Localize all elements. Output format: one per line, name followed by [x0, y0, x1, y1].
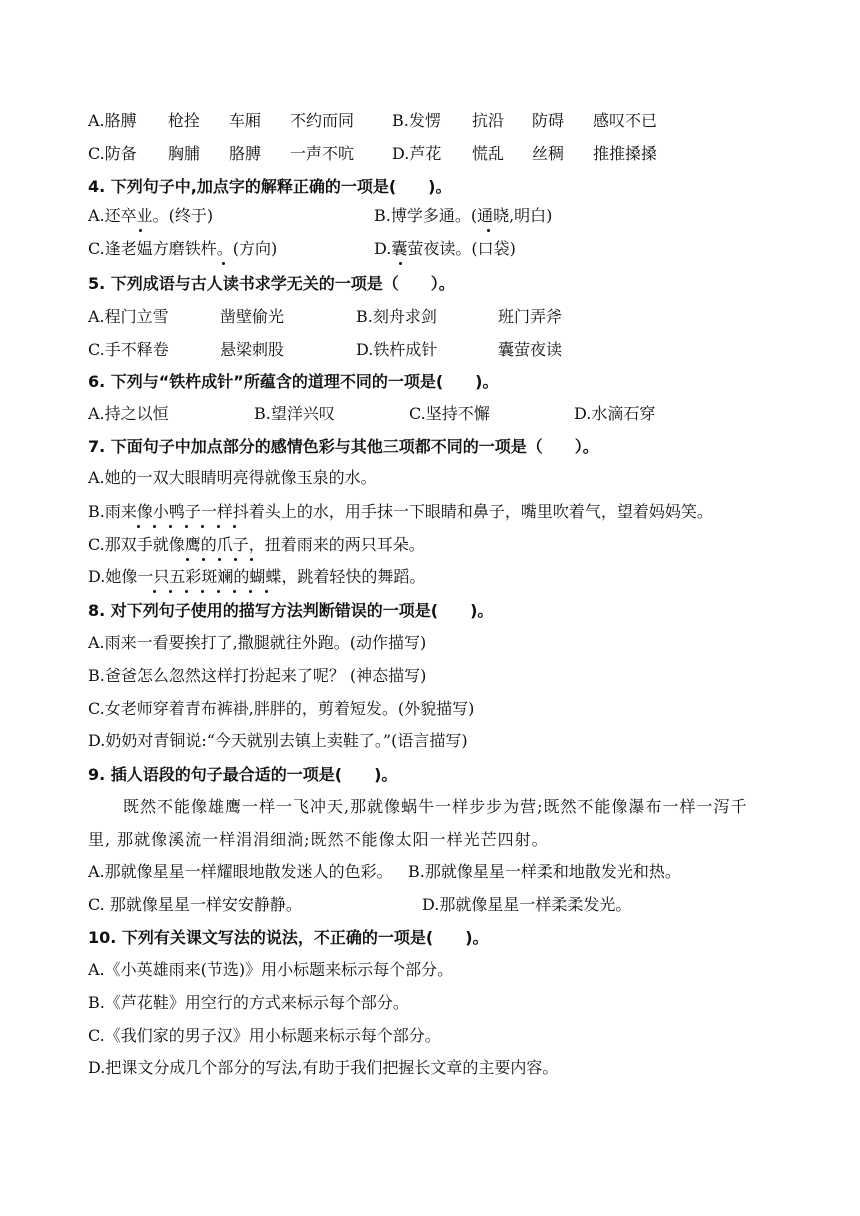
q8-option-d: D.奶奶对青铜说:“今天就别去镇上卖鞋了。”(语言描写) [88, 731, 468, 750]
emphasis-dot [218, 558, 221, 561]
q8-option-a: A.雨来一看要挨打了,撒腿就往外跑。(动作描写) [88, 633, 427, 652]
emphasis-dot [487, 229, 490, 232]
q6-option-c: C.坚持不懈 [409, 404, 490, 423]
q3-word: 推推搡搡 [593, 144, 658, 163]
q5-option-b: B.刻舟求剑 [356, 307, 437, 326]
emphasis-dot [399, 262, 402, 265]
q9-option-b: B.那就像星星一样柔和地散发光和热。 [408, 862, 681, 881]
q4-stem: 4. 下列句子中,加点字的解释正确的一项是( )。 [88, 177, 452, 196]
q10-option-a: A.《小英雄雨来(节选)》用小标题来标示每个部分。 [88, 960, 454, 979]
emphasis-dot [250, 558, 253, 561]
q5-option-a: A.程门立雪 [88, 307, 169, 326]
q3-word: 丝稠 [532, 144, 565, 163]
q3-word: 枪拴 [168, 111, 201, 130]
emphasis-dot [233, 525, 236, 528]
q4-option-c: C.逢老媪方磨铁杵。(方向) [88, 239, 278, 258]
q4-option-d: D.囊萤夜读。(口袋) [374, 239, 516, 258]
q8-stem: 8. 对下列句子使用的描写方法判断错误的一项是( )。 [88, 601, 494, 620]
q9-option-c: C. 那就像星星一样安安静静。 [88, 895, 302, 914]
q3-word: 慌乱 [472, 144, 505, 163]
q8-option-c: C.女老师穿着青布裤褂,胖胖的，剪着短发。(外貌描写) [88, 699, 475, 718]
q6-stem: 6. 下列与“铁杵成针”所蕴含的道理不同的一项是( )。 [88, 372, 499, 391]
q10-option-c: C.《我们家的男子汉》用小标题来标示每个部分。 [88, 1026, 441, 1045]
emphasis-dot [185, 590, 188, 593]
emphasis-dot [169, 590, 172, 593]
q7-option-c: C.那双手就像鹰的爪子，扭着雨来的两只耳朵。 [88, 535, 425, 554]
emphasis-dot [265, 590, 268, 593]
q5-idiom: 班门弄斧 [498, 307, 563, 326]
q3-option-a: A.胳膊 [88, 111, 137, 130]
emphasis-dot [201, 525, 204, 528]
q6-option-a: A.持之以恒 [88, 404, 169, 423]
q9-passage-line-2: 里, 那就像溪流一样涓涓细淌;既然不能像太阳一样光芒四射。 [88, 830, 549, 849]
q5-idiom: 囊萤夜读 [498, 340, 563, 359]
emphasis-dot [222, 262, 225, 265]
q8-option-b: B.爸爸怎么忽然这样打扮起来了呢？ (神态描写) [88, 666, 427, 685]
q9-option-d: D.那就像星星一样柔柔发光。 [422, 895, 632, 914]
emphasis-dot [137, 525, 140, 528]
q7-stem: 7. 下面句子中加点部分的感情色彩与其他三项都不同的一项是（ ）。 [88, 437, 599, 456]
emphasis-dot [153, 590, 156, 593]
q3-word: 胳膊 [229, 144, 262, 163]
emphasis-dot [202, 558, 205, 561]
q3-word: 一声不吭 [290, 144, 355, 163]
q3-option-c: C.防备 [88, 144, 137, 163]
q5-option-d: D.铁杵成针 [356, 340, 438, 359]
q7-option-b: B.雨来像小鸭子一样抖着头上的水，用手抹一下眼睛和鼻子，嘴里吹着气，望着妈妈笑。 [88, 502, 713, 521]
q9-stem: 9. 插人语段的句子最合适的一项是( )。 [88, 765, 398, 784]
emphasis-dot [234, 558, 237, 561]
q7-option-d: D.她像一只五彩斑斓的蝴蝶，跳着轻快的舞蹈。 [88, 567, 426, 586]
q6-option-b: B.望洋兴叹 [254, 404, 335, 423]
q3-option-b: B.发愣 [392, 111, 441, 130]
emphasis-dot [233, 590, 236, 593]
q4-option-b: B.博学多通。(通晓,明白) [374, 206, 553, 225]
emphasis-dot [249, 590, 252, 593]
q10-stem: 10. 下列有关课文写法的说法，不正确的一项是( )。 [88, 928, 489, 947]
emphasis-dot [185, 525, 188, 528]
emphasis-dot [139, 229, 142, 232]
q3-word: 感叹不已 [593, 111, 658, 130]
emphasis-dot [217, 590, 220, 593]
q3-word: 抗沿 [472, 111, 505, 130]
q9-passage-line-1: 既然不能像雄鹰一样一飞冲天,那就像蜗牛一样步步为营;既然不能像瀑布一样一泻千 [123, 797, 748, 816]
q3-word: 不约而同 [290, 111, 355, 130]
emphasis-dot [169, 525, 172, 528]
q3-option-d: D.芦花 [392, 144, 442, 163]
q5-option-c: C.手不释卷 [88, 340, 169, 359]
q3-word: 车厢 [229, 111, 262, 130]
q7-option-a: A.她的一双大眼睛明亮得就像玉泉的水。 [88, 468, 377, 487]
emphasis-dot [201, 590, 204, 593]
q10-option-b: B.《芦花鞋》用空行的方式来标示每个部分。 [88, 993, 409, 1012]
q5-stem: 5. 下列成语与古人读书求学无关的一项是（ ）。 [88, 274, 455, 293]
q3-word: 防碍 [532, 111, 565, 130]
q5-idiom: 凿壁偷光 [220, 307, 285, 326]
q9-option-a: A.那就像星星一样耀眼地散发迷人的色彩。 [88, 862, 393, 881]
emphasis-dot [153, 525, 156, 528]
emphasis-dot [186, 558, 189, 561]
q6-option-d: D.水滴石穿 [574, 404, 656, 423]
emphasis-dot [217, 525, 220, 528]
q10-option-d: D.把课文分成几个部分的写法,有助于我们把握长文章的主要内容。 [88, 1058, 559, 1077]
q4-option-a: A.还卒业。(终于) [88, 206, 214, 225]
q5-idiom: 悬梁刺股 [220, 340, 285, 359]
q3-word: 胸脯 [168, 144, 201, 163]
